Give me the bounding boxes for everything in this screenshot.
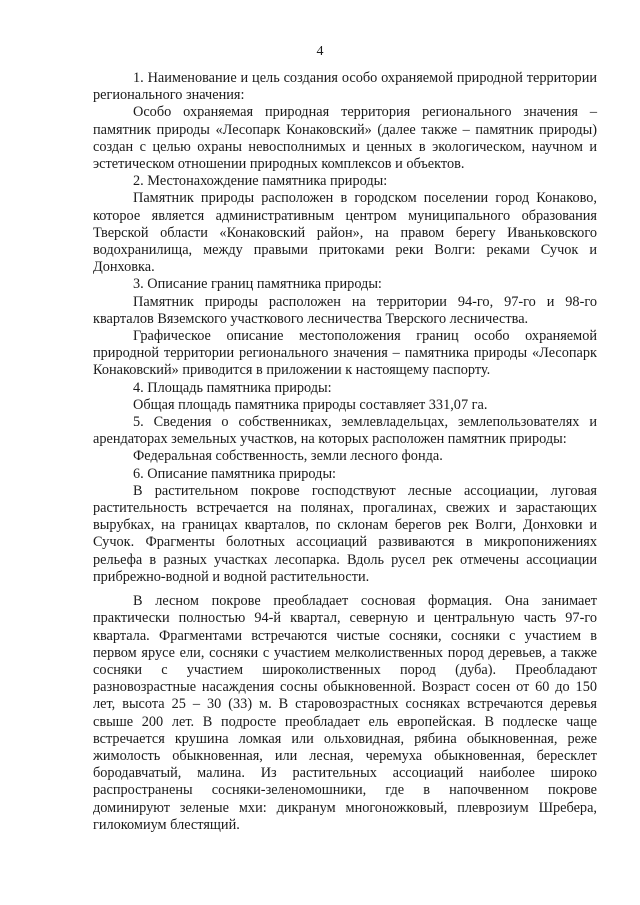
section-6-heading: 6. Описание памятника природы: <box>133 465 337 482</box>
section-1-text: Особо охраняемая природная территория регионального значения – памятник природы «Лесопарк Конаковский» (далее также – памятник природы) создан с целью охраны невосполнимых и ценных в экологическом, научном и эстетическом отношении природных комплексов и объектов. <box>93 104 597 173</box>
section-5-heading: 5. Сведения о собственниках, землевладельцах, землепользователях и арендаторах земельных участков, на которых расположен памятник природы: <box>93 414 597 448</box>
section-3-text: Памятник природы расположен на территории 94-го, 97-го и 98-го кварталов Вяземского участкового лесничества Тверского лесничества. <box>93 293 597 327</box>
section-6-text-forest: В лесном покрове преобладает сосновая формация. Она занимает практически полностью 94-й квартал, северную и центральную часть 97-го квартала. Фрагментами встречаются чистые сосняки, сосняки с участием в первом ярусе ели, сосняки с участием мелколиственных пород деревьев, а также сосняки с участием широколиственных пород (дуба). Преобладают разновозрастные насаждения сосны обыкновенной. Возраст сосен от 60 до 150 лет, высота 25 – 30 (33) м. В старовозрастных сосняках встречаются деревья свыше 200 лет. В подросте преобладает ель европейская. В подлеске чаще встречается крушина ломкая или ольховидная, рябина обыкновенная, реже жимолость обыкновенная, или лесная, черемуха обыкновенная, бересклет бородавчатый, малина. Из растительных ассоциаций наиболее широко распространены сосняки-зеленомошники, где в напочвенном покрове доминируют зеленые мхи: дикранум многоножковый, плеврозиум Шребера, гилокомиум блестящий. <box>93 593 597 833</box>
section-6-text-vegetation: В растительном покрове господствуют лесные ассоциации, луговая растительность встречается на полянах, прогалинах, свежих и зарастающих вырубках, на границах кварталов, по склонам берегов рек Волги, Донховки и Сучок. Фрагменты болотных ассоциаций развиваются в микропонижениях рельефа в разных участках лесопарка. Вдоль русел рек отмечены ассоциации прибрежно-водной и водной растительности. <box>93 482 597 585</box>
section-2-heading: 2. Местонахождение памятника природы: <box>133 173 388 190</box>
section-1-heading: 1. Наименование и цель создания особо охраняемой природной территории регионального значения: <box>93 70 597 104</box>
section-5-text: Федеральная собственность, земли лесного фонда. <box>133 448 443 465</box>
section-3-text-graphic: Графическое описание местоположения границ особо охраняемой природной территории регионального значения – памятника природы «Лесопарк Конаковский» приводится в приложении к настоящему паспорту. <box>93 328 597 379</box>
section-2-text: Памятник природы расположен в городском поселении город Конаково, которое является административным центром муниципального образования Тверской области «Конаковский район», на правом берегу Иваньковского водохранилища, между правыми притоками реки Волги: реками Сучок и Донховка. <box>93 190 597 276</box>
section-4-heading: 4. Площадь памятника природы: <box>133 379 332 396</box>
page-number: 4 <box>316 44 324 59</box>
section-3-heading: 3. Описание границ памятника природы: <box>133 276 382 293</box>
section-4-text: Общая площадь памятника природы составляет 331,07 га. <box>133 396 488 413</box>
document-body <box>93 70 597 834</box>
